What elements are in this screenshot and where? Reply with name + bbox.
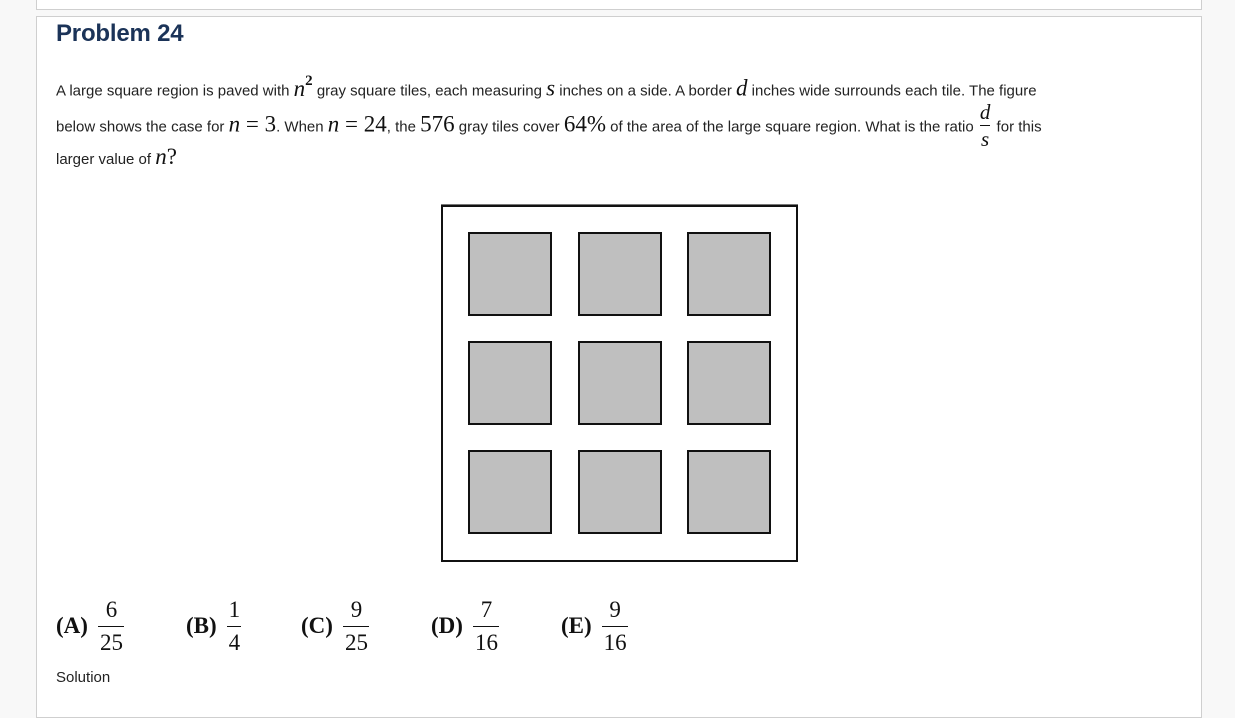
problem-line-3 — [56, 137, 177, 180]
math-s — [546, 76, 555, 101]
numerator: 9 — [609, 596, 621, 622]
fraction-bar — [980, 125, 990, 126]
numerator: 1 — [228, 596, 241, 622]
question-mark: ? — [166, 144, 177, 169]
text: A large square region is paved with — [56, 82, 294, 100]
choice-label: (D) — [431, 613, 463, 638]
math-d — [736, 76, 748, 101]
text: , the — [386, 118, 421, 136]
text: for this — [992, 118, 1042, 136]
gray-tile — [468, 450, 552, 534]
choice-label: (A) — [56, 613, 88, 638]
gray-tile — [687, 450, 771, 534]
fraction-bar — [473, 626, 499, 627]
choice-fraction — [343, 598, 370, 655]
gray-tile — [578, 232, 662, 316]
math-n-squared — [293, 73, 313, 101]
fraction-bar — [98, 626, 124, 627]
denominator: 16 — [603, 629, 627, 655]
choice-label: (C) — [301, 613, 333, 638]
tile-figure — [441, 205, 798, 562]
text: gray square tiles, each measuring — [312, 82, 547, 100]
denominator: s — [981, 127, 990, 151]
numerator: 7 — [480, 596, 493, 622]
var-n: n — [155, 144, 167, 169]
math-n-eq-3 — [229, 111, 276, 136]
text: gray tiles cover — [454, 118, 564, 136]
text: inches on a side. A border — [555, 82, 737, 100]
gray-tile — [578, 341, 662, 425]
choice-fraction — [473, 598, 500, 655]
var-d: d — [736, 75, 748, 101]
choice-fraction — [227, 598, 243, 655]
text: below shows the case for — [56, 118, 229, 136]
numerator: 9 — [350, 596, 363, 622]
denominator: 4 — [228, 629, 241, 655]
choice-label: (E) — [561, 613, 592, 638]
gray-tile — [468, 232, 552, 316]
math-576: 576 — [420, 111, 455, 137]
numerator: 6 — [105, 596, 118, 622]
text: larger value of — [56, 151, 156, 168]
math-64-percent: 64% — [563, 111, 606, 137]
equation-value: = 24 — [339, 111, 387, 137]
problem-line-2 — [56, 100, 1042, 152]
denominator: 25 — [344, 629, 368, 655]
var-s: s — [546, 75, 556, 101]
exponent: 2 — [305, 73, 313, 89]
text: . When — [276, 118, 328, 136]
fraction-bar — [343, 626, 369, 627]
denominator: 16 — [474, 629, 498, 655]
choice-fraction — [602, 598, 629, 655]
fraction-bar — [602, 626, 628, 627]
solution-link[interactable]: Solution — [56, 669, 111, 686]
fraction-bar — [227, 626, 241, 627]
choice-a — [56, 591, 125, 661]
denominator: 25 — [99, 629, 123, 655]
choice-label: (B) — [186, 613, 217, 638]
choice-d — [431, 591, 500, 661]
choice-b — [186, 591, 242, 661]
text: inches wide surrounds each tile. The figure — [747, 82, 1037, 100]
fraction-d-over-s — [978, 101, 993, 150]
choice-fraction — [98, 598, 125, 655]
var-n: n — [327, 111, 340, 137]
equation-value: = 3 — [240, 111, 277, 137]
text: of the area of the large square region. What is the ratio — [606, 118, 978, 136]
gray-tile — [687, 232, 771, 316]
gray-tile — [578, 450, 662, 534]
gray-tile — [687, 341, 771, 425]
choice-e — [561, 591, 629, 661]
math-n-question — [155, 144, 177, 169]
var-n: n — [228, 111, 241, 137]
previous-panel — [36, 0, 1202, 10]
choice-c — [301, 591, 370, 661]
math-n-eq-24 — [328, 111, 387, 136]
numerator: d — [979, 100, 991, 124]
problem-title: Problem 24 — [56, 20, 184, 47]
gray-tile — [468, 341, 552, 425]
problem-panel — [36, 16, 1202, 718]
var-n: n — [293, 75, 306, 101]
